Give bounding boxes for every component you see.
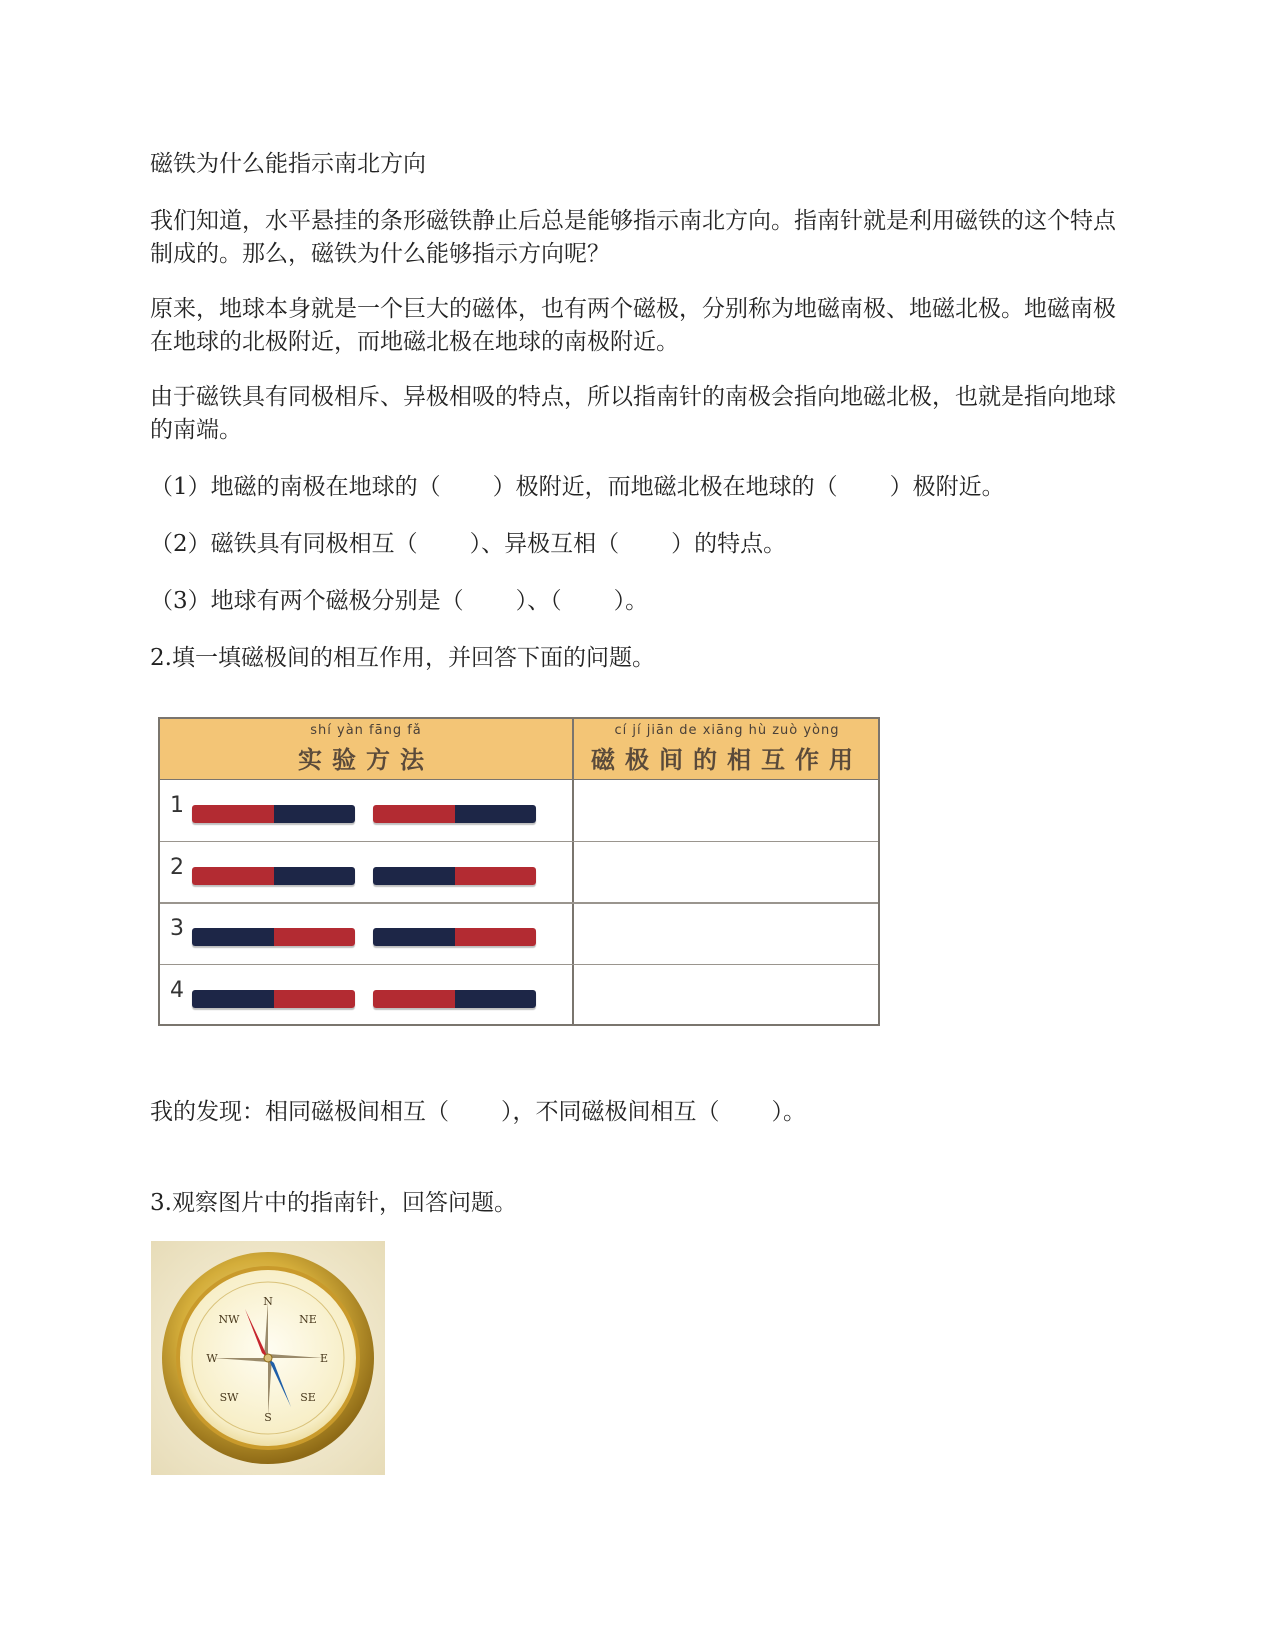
compass-icon [151,1241,385,1475]
section-3-title: 3.观察图片中的指南针，回答问题。 [150,1190,517,1216]
magnet-pole-navy [274,805,356,823]
bar-magnet-left [192,805,355,823]
section-2-title: 2.填一填磁极间的相互作用，并回答下面的问题。 [150,645,655,671]
header-interaction-pinyin: cí jí jiān de xiāng hù zuò yòng [614,723,840,738]
interaction-answer-cell[interactable] [574,779,880,841]
question-2-part-c: ）的特点。 [671,531,787,557]
magnet-pole-navy [274,867,356,885]
question-1 [150,472,1005,502]
compass-image [151,1241,385,1475]
question-2-part-b: ）、异极互相（ [469,531,620,557]
bar-magnet-right [373,867,536,885]
paragraph-3: 由于磁铁具有同极相斥、异极相吸的特点，所以指南针的南极会指向地磁北极，也就是指向地球的南端。 [150,384,1116,443]
interaction-answer-cell[interactable] [574,841,880,903]
header-method-pinyin: shí yàn fāng fǎ [310,723,422,738]
compass-label-w: W [206,1352,218,1365]
question-3-part-c: ）。 [613,588,649,614]
header-interaction [572,719,882,779]
header-method-title: 实验方法 [298,746,434,774]
question-1-part-a: （1）地磁的南极在地球的（ [150,474,441,500]
discovery-part-b: ），不同磁极间相互（ [501,1099,720,1125]
discovery-part-c: ）。 [771,1099,806,1125]
compass-label-nw: NW [218,1313,240,1326]
compass-label-e: E [319,1352,329,1365]
magnet-pole-navy [373,867,455,885]
table-header [160,719,878,780]
magnet-pole-red [192,867,274,885]
magnet-pole-navy [455,805,537,823]
paragraph-2: 原来，地球本身就是一个巨大的磁体，也有两个磁极，分别称为地磁南极、地磁北极。地磁南极在地球的北极附近，而地磁北极在地球的南极附近。 [150,296,1116,355]
magnet-pole-navy [192,928,274,946]
table-row [160,779,572,840]
compass-label-s: S [264,1411,272,1424]
row-number: 3 [170,916,184,941]
table-row [160,902,572,963]
question-2-part-a: （2）磁铁具有同极相互（ [150,531,418,557]
magnet-pole-red [373,990,455,1008]
header-interaction-title: 磁极间的相互作用 [591,746,863,774]
bar-magnet-right [373,990,536,1008]
magnet-pole-red [274,928,356,946]
compass-label-sw: SW [219,1391,239,1404]
header-method [160,719,572,779]
question-3 [150,586,648,616]
table-row [160,841,572,902]
bar-magnet-right [373,805,536,823]
bar-magnet-left [192,990,355,1008]
my-discovery [150,1097,806,1127]
compass-label-n: N [263,1295,273,1308]
magnet-pole-red [192,805,274,823]
magnet-pole-red [373,805,455,823]
magnet-pole-red [455,867,537,885]
magnet-pole-navy [373,928,455,946]
magnet-pole-red [455,928,537,946]
question-1-part-b: ）极附近，而地磁北极在地球的（ [492,474,838,500]
magnet-pole-red [274,990,356,1008]
interaction-answer-cell[interactable] [574,902,880,964]
interaction-answer-cell[interactable] [574,964,880,1026]
bar-magnet-left [192,928,355,946]
compass-label-se: SE [300,1391,316,1404]
bar-magnet-left [192,867,355,885]
paragraph-1: 我们知道，水平悬挂的条形磁铁静止后总是能够指示南北方向。指南针就是利用磁铁的这个特点制成的。那么，磁铁为什么能够指示方向呢？ [150,208,1116,267]
question-1-part-c: ）极附近。 [889,474,1005,500]
magnet-pole-navy [455,990,537,1008]
bar-magnet-right [373,928,536,946]
question-3-part-a: （3）地球有两个磁极分别是（ [150,588,464,614]
discovery-part-a: 我的发现：相同磁极间相互（ [150,1099,449,1125]
compass-label-ne: NE [299,1313,317,1326]
row-number: 2 [170,854,184,880]
table-row [160,964,572,1025]
row-number: 1 [170,793,184,818]
question-3-part-b: ）、（ [515,588,562,614]
magnet-experiment-table [158,717,880,1026]
document-title: 磁铁为什么能指示南北方向 [150,151,426,177]
row-number: 4 [170,977,184,1003]
question-2 [150,529,786,559]
magnet-pole-navy [192,990,274,1008]
